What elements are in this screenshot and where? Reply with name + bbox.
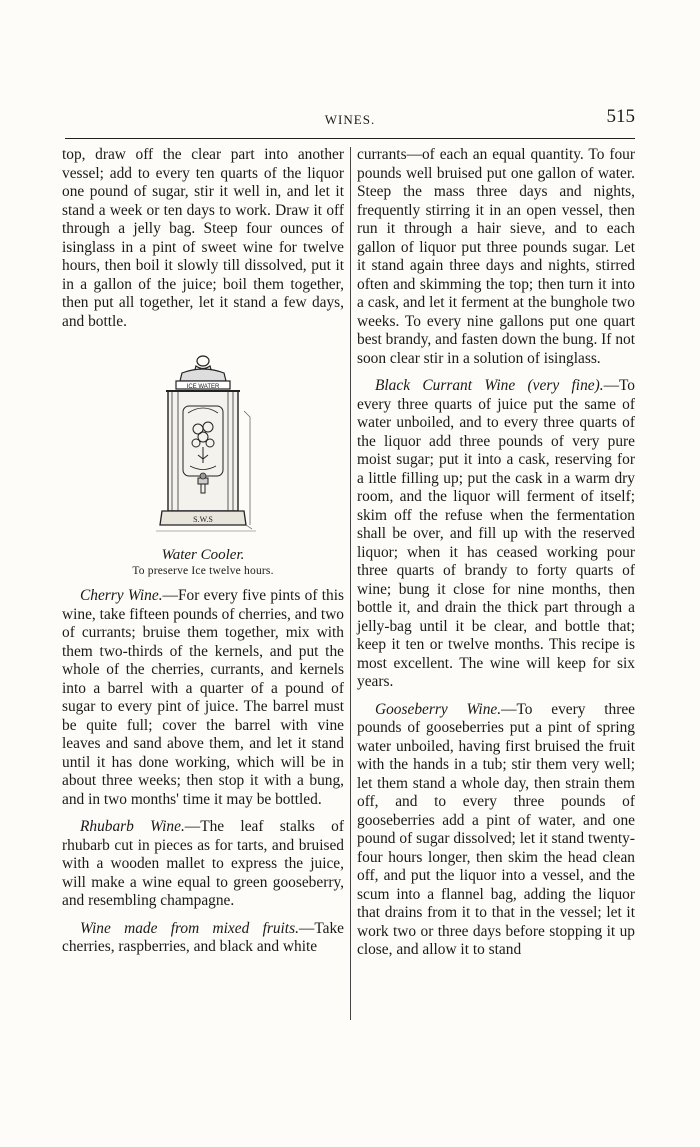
water-cooler-illustration <box>138 351 268 546</box>
page-header <box>65 106 635 134</box>
mixed-fruits-title: Wine made from mixed fruits. <box>80 919 299 937</box>
right-continuation-paragraph: currants—of each an equal quantity. To four pounds well bruised put one gallon of water. Steep the mass three days and nights, frequently stirring it in an open vessel, then run it through a hair sieve, and to each gallon of liquor put three pounds sugar. Let it stand again three days and nights, stirred often and skimming the top; then turn it into a cask, and let it ferment at the bunghole two weeks. To every nine gallons put one quart best brandy, and fasten down the bung. If not soon clear stir in a solution of isinglass. <box>357 146 635 367</box>
gooseberry-body: —To every three pounds of gooseberries put a pint of spring water unboiled, having first bruised the fruit with the hands in a tub; stir them very well; let them stand a whole day, then strain them off, and to every three pounds of gooseberries add a pint of water, and one pound of sugar dissolved; let it stand twenty-four hours longer, then skim the head clean off, and put the liquor into a vessel, and the scum into a flannel bag, adding the liquor that drains from it to that in the vessel; let it work two or three days before stopping it up close, and allow it to stand <box>357 700 635 958</box>
running-title: WINES. <box>324 112 376 127</box>
black-currant-title: Black Currant Wine (very fine). <box>375 377 604 394</box>
black-currant-body: —To every three quarts of juice put the same of water unboiled, and to every three quarts of the liquor add three pounds of very pure moist sugar; put it into a cask, reserving for a little filling up; put the cask in a warm dry room, and the liquor will ferment of itself; skim off the refuse when the fermentation shall be over, and fill up with the reserved liquor; when it has ceased working pour three quarts of brandy to forty quarts of wine; bung it close for nine months, then bottle it, and drain the thick part through a jelly-bag until it be clear, and bottle that; keep it ten or twelve months. This recipe is most excellent. The wine will keep for six years. <box>357 377 635 690</box>
cherry-wine-body: —For every five pints of this wine, take fifteen pounds of cherries, and two of currants; bruise them together, mix with them two-thirds of the kernels, and put the whole of the cherries, currants, and kernels into a barrel with a quarter of a pound of sugar to every pint of juice. The barrel must be quite full; cover the barrel with vine leaves and sand above them, and let it stand until it has done working, which will be in about three weeks; then stop it with a bung, and in two months' time it may be bottled. <box>62 587 344 808</box>
page-number: 515 <box>606 106 635 127</box>
figure-subcaption: To preserve Ice twelve hours. <box>132 565 274 577</box>
left-column <box>62 146 344 957</box>
gooseberry-title: Gooseberry Wine. <box>375 700 502 718</box>
mixed-fruits-paragraph <box>62 920 344 957</box>
rhubarb-wine-title: Rhubarb Wine. <box>80 818 185 835</box>
rhubarb-wine-paragraph <box>62 818 344 911</box>
mixed-fruits-body: —Take cherries, raspberries, and black and white <box>62 919 344 955</box>
ice-water-plate-text: ICE WATER <box>186 384 220 390</box>
black-currant-paragraph <box>357 377 635 692</box>
water-cooler-figure <box>62 351 344 578</box>
cherry-wine-paragraph <box>62 587 344 809</box>
figure-caption: Water Cooler. <box>161 547 245 563</box>
rhubarb-wine-body: —The leaf stalks of rhubarb cut in pieces as for tarts, and bruised with a wooden mallet to express the juice, will make a wine equal to green gooseberry, and resembling champagne. <box>62 818 344 909</box>
cherry-wine-title: Cherry Wine. <box>80 587 163 604</box>
column-divider <box>350 147 351 1020</box>
base-initials: S.W.S <box>193 515 213 524</box>
left-continuation-paragraph: top, draw off the clear part into another vessel; add to every ten quarts of the liquor one pound of sugar, stir it well in, and let it stand a week or ten days to work. Draw it off through a jelly bag. Steep four ounces of isinglass in a pint of sweet wine for twelve hours, then boil it slowly till dissolved, put it in a gallon of the juice; boil them together, then put all together, let it stand a few days, and bottle. <box>62 146 344 330</box>
right-column <box>357 146 635 960</box>
header-rule <box>65 138 635 139</box>
gooseberry-paragraph <box>357 701 635 960</box>
